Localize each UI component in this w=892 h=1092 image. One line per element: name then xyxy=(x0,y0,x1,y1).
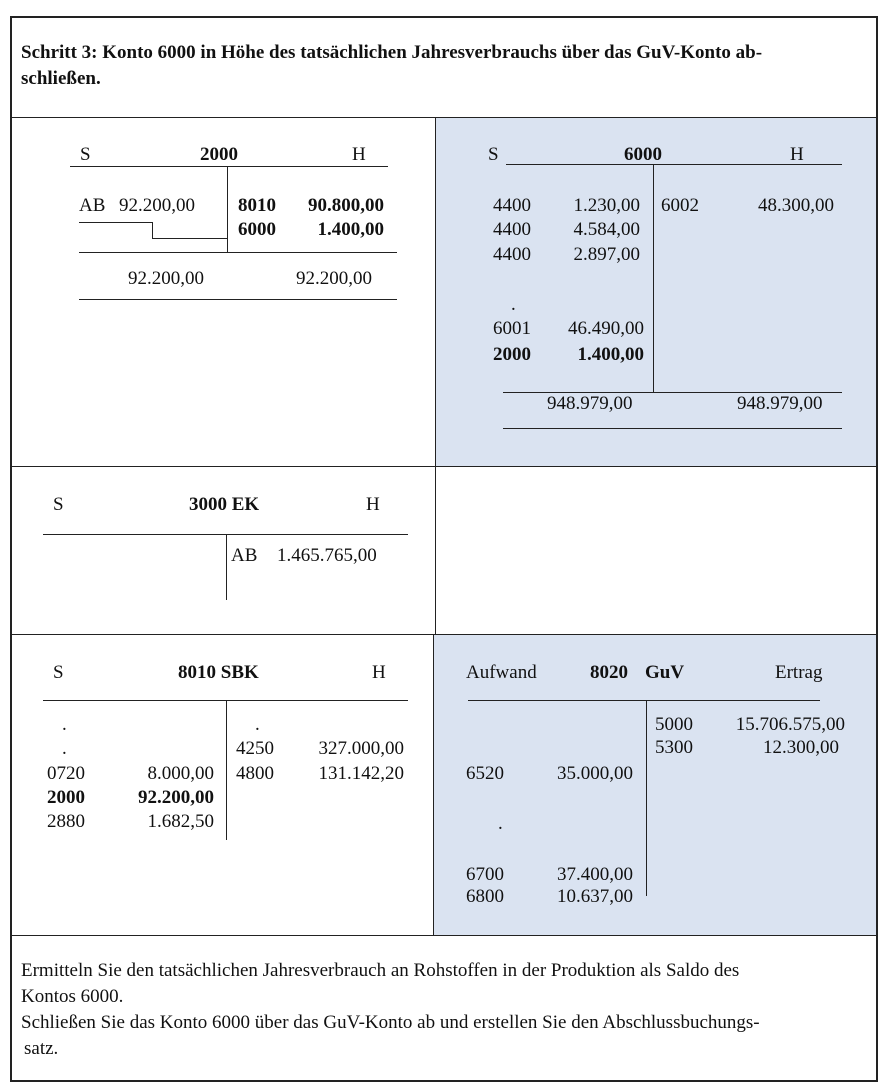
debit-account: 2880 xyxy=(47,811,85,832)
credit-account: 4250 xyxy=(236,738,274,759)
t-account-middle-line xyxy=(227,166,228,252)
ellipsis-dot: . xyxy=(511,294,516,315)
credit-amount: 12.300,00 xyxy=(763,737,839,758)
divider xyxy=(10,634,878,635)
credit-amount: 131.142,20 xyxy=(318,763,404,784)
debit-amount: 8.000,00 xyxy=(147,763,214,784)
debit-account: 4400 xyxy=(493,244,531,265)
debit-amount: 1.682,50 xyxy=(147,811,214,832)
instruction-line: Kontos 6000. xyxy=(21,986,124,1007)
soll-label: S xyxy=(80,144,91,165)
debit-sum: 92.200,00 xyxy=(128,268,204,289)
divider xyxy=(10,117,878,118)
sum-line xyxy=(79,252,397,253)
task-heading-line: schließen. xyxy=(21,68,101,89)
account-title-guv: GuV xyxy=(645,662,685,683)
t-account-middle-line xyxy=(653,164,654,392)
haben-label: H xyxy=(790,144,804,165)
debit-account: 6800 xyxy=(466,886,504,907)
debit-account: 2000 xyxy=(493,344,531,365)
credit-sum: 948.979,00 xyxy=(737,393,823,414)
ellipsis-dot: . xyxy=(62,714,67,735)
closing-line xyxy=(152,222,153,238)
debit-amount: 1.400,00 xyxy=(577,344,644,365)
debit-account: 0720 xyxy=(47,763,85,784)
debit-amount: 92.200,00 xyxy=(138,787,214,808)
task-heading xyxy=(21,40,861,92)
account-title: 2000 xyxy=(200,144,238,165)
haben-label: H xyxy=(372,662,386,683)
closing-line xyxy=(152,238,227,239)
divider xyxy=(10,466,878,467)
account-title: 6000 xyxy=(624,144,662,165)
divider xyxy=(435,117,436,635)
ellipsis-dot: . xyxy=(62,738,67,759)
ellipsis-dot: . xyxy=(255,714,260,735)
haben-label: H xyxy=(352,144,366,165)
credit-account: AB xyxy=(231,545,258,566)
credit-sum: 92.200,00 xyxy=(296,268,372,289)
debit-amount: 35.000,00 xyxy=(557,763,633,784)
credit-account: 6002 xyxy=(661,195,699,216)
t-account-middle-line xyxy=(646,700,647,896)
task-instructions xyxy=(21,958,861,1062)
credit-amount: 1.400,00 xyxy=(317,219,384,240)
t-account-middle-line xyxy=(226,534,227,600)
debit-account: AB xyxy=(79,195,106,216)
soll-label: S xyxy=(53,662,64,683)
debit-account: 4400 xyxy=(493,219,531,240)
credit-account: 5300 xyxy=(655,737,693,758)
credit-account: 8010 xyxy=(238,195,276,216)
credit-account: 5000 xyxy=(655,714,693,735)
haben-label: H xyxy=(366,494,380,515)
credit-amount: 90.800,00 xyxy=(308,195,384,216)
credit-account: 4800 xyxy=(236,763,274,784)
credit-amount: 15.706.575,00 xyxy=(735,714,845,735)
t-account-top-line xyxy=(468,700,820,701)
credit-account: 6000 xyxy=(238,219,276,240)
ertrag-label: Ertrag xyxy=(775,662,823,683)
debit-account: 4400 xyxy=(493,195,531,216)
t-account-middle-line xyxy=(226,700,227,840)
task-heading-line: Schritt 3: Konto 6000 in Höhe des tatsächlichen Jahresverbrauchs über das GuV-Konto ab- xyxy=(21,42,763,63)
debit-account: 6520 xyxy=(466,763,504,784)
sum-line xyxy=(79,299,397,300)
divider xyxy=(10,935,878,936)
debit-amount: 2.897,00 xyxy=(573,244,640,265)
ellipsis-dot: . xyxy=(498,813,503,834)
debit-amount: 1.230,00 xyxy=(573,195,640,216)
credit-amount: 48.300,00 xyxy=(758,195,834,216)
account-title: 3000 EK xyxy=(189,494,260,515)
soll-label: S xyxy=(53,494,64,515)
debit-amount: 10.637,00 xyxy=(557,886,633,907)
debit-account: 6001 xyxy=(493,318,531,339)
debit-amount: 46.490,00 xyxy=(568,318,644,339)
debit-amount: 4.584,00 xyxy=(573,219,640,240)
debit-account: 6700 xyxy=(466,864,504,885)
closing-line xyxy=(79,222,152,223)
aufwand-label: Aufwand xyxy=(466,662,537,683)
credit-amount: 327.000,00 xyxy=(318,738,404,759)
debit-amount: 92.200,00 xyxy=(119,195,195,216)
divider xyxy=(433,634,434,936)
soll-label: S xyxy=(488,144,499,165)
t-account-top-line xyxy=(70,166,388,167)
credit-amount: 1.465.765,00 xyxy=(277,545,377,566)
account-title: 8010 SBK xyxy=(178,662,259,683)
instruction-line: satz. xyxy=(24,1038,59,1059)
t-account-top-line xyxy=(506,164,842,165)
debit-account: 2000 xyxy=(47,787,85,808)
account-title: 8020 xyxy=(590,662,628,683)
debit-sum: 948.979,00 xyxy=(547,393,633,414)
instruction-line: Schließen Sie das Konto 6000 über das GuV-Konto ab und erstellen Sie den Abschlussbuchungs- xyxy=(21,1012,760,1033)
instruction-line: Ermitteln Sie den tatsächlichen Jahresverbrauch an Rohstoffen in der Produktion als Saldo des xyxy=(21,960,740,981)
outer-frame xyxy=(10,16,878,1082)
debit-amount: 37.400,00 xyxy=(557,864,633,885)
sum-line xyxy=(503,428,842,429)
